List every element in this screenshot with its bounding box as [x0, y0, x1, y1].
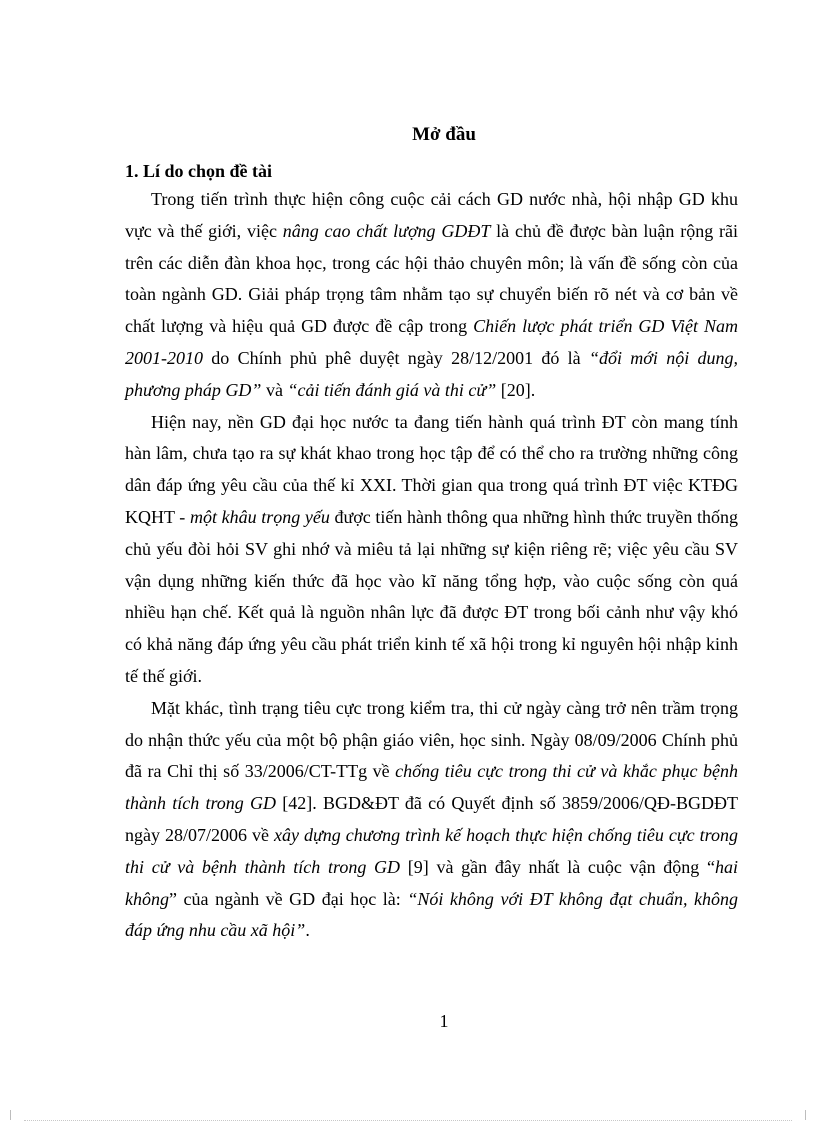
italic-run: Chiến lược phát triển GD Việt Nam 2001-2010: [125, 316, 739, 368]
paragraph: [125, 407, 738, 693]
text-run: [20].: [496, 379, 536, 400]
text-run: .: [305, 920, 310, 941]
italic-run: chống tiêu cực trong thi cử và khắc phục bệnh thành tích trong GD: [125, 761, 738, 814]
paragraph: [125, 184, 738, 407]
text-run: ” của ngành về GD đại học là:: [169, 888, 408, 909]
text-run: Mặt khác, tình trạng tiêu cực trong kiểm tra, thi cử ngày càng trở nên trầm trọng do nhận thức yếu của một bộ phận giáo viên, học sinh. Ngày 08/09/2006 Chính phủ đã ra Chỉ thị số 33/2006/CT-TTg về: [125, 697, 738, 782]
section-heading: 1. Lí do chọn đề tài: [125, 161, 273, 181]
text-run: được tiến hành thông qua những hình thức truyền thống chủ yếu đòi hỏi SV ghi nhớ và miêu tả lại những sự kiện riêng rẽ; việc yêu cầu SV vận dụng những kiến thức đã học vào kĩ năng tổng hợp, vào cuộc sống còn quá nhiều hạn chế. Kết quả là nguồn nhân lực đã được ĐT trong bối cảnh như vậy khó có khả năng đáp ứng yêu cầu phát triển kinh tế xã hội trong kỉ nguyên hội nhập kinh tế thế giới.: [125, 506, 738, 686]
italic-run: “đổi mới nội dung, phương pháp GD”: [125, 347, 739, 400]
crop-mark-left: [0, 1110, 11, 1120]
text-run: [9] và gần đây nhất là cuộc vận động “: [400, 856, 715, 877]
text-run: Trong tiến trình thực hiện công cuộc cải cách GD nước nhà, hội nhập GD khu vực và thế giới, việc: [125, 189, 738, 241]
document-title: Mở đầu: [412, 124, 476, 145]
document-body: [125, 184, 738, 947]
italic-run: “Nói không với ĐT không đạt chuẩn, không đáp ứng nhu cầu xã hội”: [125, 888, 738, 941]
page-number: 1: [439, 1011, 449, 1031]
page-bottom-rule: [24, 1120, 792, 1121]
italic-run: một khâu trọng yếu: [189, 506, 330, 527]
text-run: do Chính phủ phê duyệt ngày 28/12/2001 đó là: [203, 347, 589, 368]
text-run: và: [261, 379, 288, 400]
italic-run: “cải tiến đánh giá và thi cử”: [287, 379, 497, 400]
italic-run: xây dựng chương trình kế hoạch thực hiện chống tiêu cực trong thi cử và bệnh thành tích trong GD: [125, 824, 738, 877]
text-run: là chủ đề được bàn luận rộng rãi trên các diễn đàn khoa học, trong các hội thảo chuyên môn; là vấn đề sống còn của toàn ngành GD. Giải pháp trọng tâm nhằm tạo sự chuyển biến rõ nét và cơ bản về chất lượng và hiệu quả GD được đề cập trong: [125, 220, 738, 337]
crop-mark-right: [805, 1110, 816, 1120]
text-run: [42]. BGD&ĐT đã có Quyết định số 3859/2006/QĐ-BGDĐT ngày 28/07/2006 về: [125, 793, 739, 845]
italic-run: hai không: [125, 856, 738, 909]
italic-run: nâng cao chất lượng GDĐT: [282, 220, 491, 241]
text-run: Hiện nay, nền GD đại học nước ta đang tiến hành quá trình ĐT còn mang tính hàn lâm, chưa tạo ra sự khát khao trong học tập để có thể cho ra trường những công dân đáp ứng yêu cầu của thế kỉ XXI. Thời gian qua trong quá trình ĐT việc KTĐG KQHT -: [125, 411, 738, 527]
paragraph: [125, 693, 738, 947]
